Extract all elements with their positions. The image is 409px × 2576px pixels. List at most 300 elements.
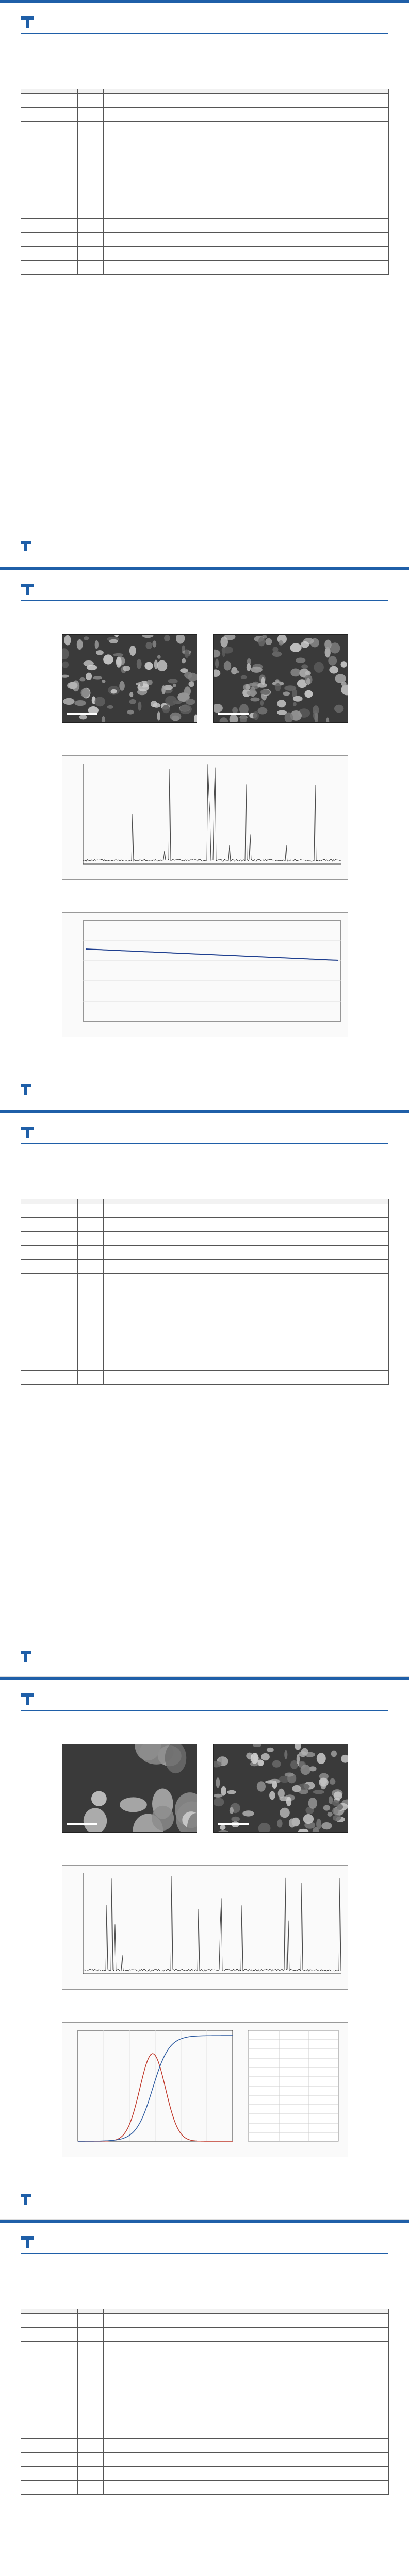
table-row	[21, 2342, 389, 2355]
header-method	[160, 89, 315, 94]
cell-standard	[104, 1343, 160, 1357]
cell-standard	[104, 2383, 160, 2397]
table-row	[21, 2314, 389, 2328]
note-line	[21, 1558, 388, 1570]
diffraction-trace	[62, 1866, 348, 1989]
cell-method	[160, 2439, 315, 2453]
cell-reference	[315, 1204, 389, 1218]
header-rule	[21, 600, 388, 601]
spec-table	[21, 1199, 389, 1385]
accent-bar	[0, 0, 409, 3]
accent-bar	[0, 1677, 409, 1680]
cell-method	[160, 94, 315, 108]
spec-table-body	[21, 1204, 389, 1385]
note-line	[21, 460, 388, 471]
cell-sub	[78, 1246, 104, 1260]
table-row	[21, 94, 389, 108]
cell-sub	[78, 2397, 104, 2411]
cell-reference	[315, 205, 389, 219]
cell-method	[160, 205, 315, 219]
table-row	[21, 1343, 389, 1357]
cell-standard	[104, 1274, 160, 1287]
cell-standard	[104, 2342, 160, 2355]
cell-standard	[104, 1260, 160, 1274]
cell-method	[160, 1371, 315, 1385]
note-line	[21, 1502, 388, 1513]
cell-standard	[104, 191, 160, 205]
header-standard	[104, 2309, 160, 2314]
table-header-row	[21, 89, 389, 94]
cell-item	[21, 1357, 78, 1371]
cell-method	[160, 177, 315, 191]
cell-item	[21, 2355, 78, 2369]
note-line	[21, 1524, 388, 1536]
cell-reference	[315, 2369, 389, 2383]
cell-method	[160, 191, 315, 205]
cell-method	[160, 135, 315, 149]
note-line	[21, 1536, 388, 1547]
sem-image	[62, 634, 197, 723]
cell-reference	[315, 135, 389, 149]
cell-standard	[104, 1329, 160, 1343]
table-row	[21, 1232, 389, 1246]
accent-bar	[0, 1110, 409, 1113]
xrd-pattern	[62, 1865, 348, 1990]
header-item	[21, 2309, 78, 2314]
cell-sub	[78, 108, 104, 122]
cell-method	[160, 1232, 315, 1246]
cell-item	[21, 1301, 78, 1315]
table-row	[21, 1371, 389, 1385]
cell-sub	[78, 2383, 104, 2397]
cell-item	[21, 2383, 78, 2397]
cell-reference	[315, 1218, 389, 1232]
accent-bar	[0, 567, 409, 570]
psd-chart	[62, 2022, 348, 2157]
page-footer	[21, 1084, 388, 1100]
cell-item	[21, 1371, 78, 1385]
note-line	[21, 1513, 388, 1524]
cell-item	[21, 247, 78, 261]
note-line	[21, 448, 388, 460]
cell-reference	[315, 177, 389, 191]
notes-block	[21, 1502, 388, 1592]
header-reference	[315, 1199, 389, 1204]
cell-sub	[78, 1218, 104, 1232]
page-footer	[21, 1651, 388, 1667]
cell-standard	[104, 2453, 160, 2467]
cell-item	[21, 135, 78, 149]
cell-item	[21, 1315, 78, 1329]
cell-method	[160, 2467, 315, 2481]
cell-sub	[78, 1315, 104, 1329]
cell-standard	[104, 94, 160, 108]
spec-table-body	[21, 94, 389, 275]
table-header-row	[21, 1199, 389, 1204]
cell-item	[21, 233, 78, 247]
cell-reference	[315, 2467, 389, 2481]
cell-item	[21, 108, 78, 122]
cell-item	[21, 191, 78, 205]
cell-sub	[78, 247, 104, 261]
table-row	[21, 2439, 389, 2453]
cell-item	[21, 2397, 78, 2411]
footer-logo-icon	[21, 541, 31, 551]
cell-standard	[104, 135, 160, 149]
cell-standard	[104, 2355, 160, 2369]
cell-sub	[78, 1301, 104, 1315]
table-row	[21, 247, 389, 261]
cell-method	[160, 261, 315, 275]
brand-header	[21, 15, 388, 31]
cell-sub	[78, 2355, 104, 2369]
cell-item	[21, 1274, 78, 1287]
cell-sub	[78, 1287, 104, 1301]
cell-sub	[78, 2439, 104, 2453]
cell-standard	[104, 1287, 160, 1301]
cell-method	[160, 1287, 315, 1301]
cell-method	[160, 163, 315, 177]
note-line	[21, 437, 388, 448]
cell-method	[160, 1357, 315, 1371]
cell-sub	[78, 1357, 104, 1371]
cell-reference	[315, 149, 389, 163]
cell-sub	[78, 2411, 104, 2425]
table-row	[21, 149, 389, 163]
table-row	[21, 2369, 389, 2383]
cell-standard	[104, 1357, 160, 1371]
cell-sub	[78, 2342, 104, 2355]
table-row	[21, 1329, 389, 1343]
cell-standard	[104, 163, 160, 177]
cell-standard	[104, 177, 160, 191]
spec-page-1	[0, 0, 409, 567]
cell-item	[21, 2411, 78, 2425]
cell-sub	[78, 2425, 104, 2439]
header-reference	[315, 2309, 389, 2314]
table-row	[21, 1301, 389, 1315]
cell-reference	[315, 1371, 389, 1385]
cell-reference	[315, 1301, 389, 1315]
cell-item	[21, 2425, 78, 2439]
table-row	[21, 2383, 389, 2397]
cell-sub	[78, 191, 104, 205]
cell-item	[21, 2467, 78, 2481]
cell-item	[21, 1329, 78, 1343]
cell-standard	[104, 1232, 160, 1246]
header-item	[21, 89, 78, 94]
sem-image	[213, 634, 348, 723]
cell-reference	[315, 1246, 389, 1260]
cell-item	[21, 94, 78, 108]
brand-logo-icon	[21, 2236, 34, 2248]
cell-method	[160, 2425, 315, 2439]
cell-method	[160, 1218, 315, 1232]
cell-standard	[104, 149, 160, 163]
cell-reference	[315, 2342, 389, 2355]
cell-item	[21, 2342, 78, 2355]
cell-reference	[315, 1287, 389, 1301]
cell-sub	[78, 2481, 104, 2495]
sem-image	[213, 1744, 348, 1833]
brand-logo-icon	[21, 584, 34, 595]
cell-standard	[104, 233, 160, 247]
cell-reference	[315, 2355, 389, 2369]
cell-method	[160, 1274, 315, 1287]
cell-sub	[78, 177, 104, 191]
cell-sub	[78, 1371, 104, 1385]
sem-image	[62, 1744, 197, 1833]
cell-standard	[104, 2328, 160, 2342]
cell-sub	[78, 2453, 104, 2467]
cell-reference	[315, 1343, 389, 1357]
cell-sub	[78, 2314, 104, 2328]
cell-standard	[104, 205, 160, 219]
cell-reference	[315, 2481, 389, 2495]
cell-reference	[315, 1232, 389, 1246]
cell-item	[21, 2314, 78, 2328]
cell-reference	[315, 2383, 389, 2397]
table-row	[21, 2397, 389, 2411]
cell-sub	[78, 205, 104, 219]
table-row	[21, 2355, 389, 2369]
header-item	[21, 1199, 78, 1204]
cell-sub	[78, 233, 104, 247]
cell-method	[160, 149, 315, 163]
cell-item	[21, 177, 78, 191]
cell-item	[21, 163, 78, 177]
brand-header	[21, 583, 388, 598]
note-line	[21, 1547, 388, 1558]
cell-standard	[104, 1371, 160, 1385]
cell-standard	[104, 1315, 160, 1329]
table-row	[21, 163, 389, 177]
cell-reference	[315, 191, 389, 205]
cell-item	[21, 122, 78, 135]
cell-reference	[315, 94, 389, 108]
note-line	[21, 1581, 388, 1592]
footer-logo-icon	[21, 1084, 31, 1095]
cell-standard	[104, 2369, 160, 2383]
table-row	[21, 1287, 389, 1301]
cell-sub	[78, 1329, 104, 1343]
table-row	[21, 2453, 389, 2467]
cycle-curve	[62, 912, 348, 1037]
cell-reference	[315, 1329, 389, 1343]
cell-standard	[104, 1204, 160, 1218]
cell-method	[160, 122, 315, 135]
cell-method	[160, 1329, 315, 1343]
cell-sub	[78, 1204, 104, 1218]
cell-item	[21, 1260, 78, 1274]
table-row	[21, 1246, 389, 1260]
micrograph-texture	[214, 635, 348, 722]
note-line	[21, 471, 388, 482]
cell-method	[160, 1260, 315, 1274]
cell-method	[160, 1301, 315, 1315]
cell-sub	[78, 1232, 104, 1246]
header-rule	[21, 33, 388, 34]
cell-sub	[78, 219, 104, 233]
header-method	[160, 2309, 315, 2314]
header-standard	[104, 1199, 160, 1204]
cell-standard	[104, 2314, 160, 2328]
cell-item	[21, 1204, 78, 1218]
table-row	[21, 2467, 389, 2481]
cell-item	[21, 1218, 78, 1232]
table-row	[21, 219, 389, 233]
header-rule	[21, 2253, 388, 2254]
spec-table	[21, 89, 389, 275]
table-row	[21, 177, 389, 191]
cell-reference	[315, 2411, 389, 2425]
cell-standard	[104, 2481, 160, 2495]
cell-standard	[104, 1246, 160, 1260]
cell-sub	[78, 2369, 104, 2383]
cell-method	[160, 1204, 315, 1218]
table-header-row	[21, 2309, 389, 2314]
note-line	[21, 1570, 388, 1581]
table-row	[21, 1204, 389, 1218]
cell-reference	[315, 247, 389, 261]
cell-method	[160, 1315, 315, 1329]
micrograph-texture	[62, 1744, 197, 1832]
cell-item	[21, 205, 78, 219]
spec-page-3	[0, 2219, 409, 2576]
cell-standard	[104, 247, 160, 261]
cell-method	[160, 1246, 315, 1260]
table-row	[21, 205, 389, 219]
micrograph-texture	[214, 1744, 348, 1832]
note-line	[21, 392, 388, 403]
cell-sub	[78, 1274, 104, 1287]
cell-standard	[104, 2397, 160, 2411]
cell-method	[160, 2397, 315, 2411]
cell-item	[21, 261, 78, 275]
cell-item	[21, 2481, 78, 2495]
table-row	[21, 135, 389, 149]
cell-item	[21, 2369, 78, 2383]
cell-reference	[315, 219, 389, 233]
notes-block	[21, 392, 388, 482]
brand-header	[21, 1126, 388, 1141]
accent-bar	[0, 2220, 409, 2223]
header-method	[160, 1199, 315, 1204]
cell-method	[160, 2314, 315, 2328]
cell-item	[21, 149, 78, 163]
note-line	[21, 403, 388, 414]
cell-method	[160, 219, 315, 233]
diffraction-trace	[62, 756, 348, 879]
table-row	[21, 1274, 389, 1287]
cell-reference	[315, 2425, 389, 2439]
table-row	[21, 122, 389, 135]
cell-sub	[78, 122, 104, 135]
cell-reference	[315, 1315, 389, 1329]
note-line	[21, 414, 388, 426]
distribution-trace	[62, 2023, 348, 2157]
table-row	[21, 108, 389, 122]
cell-reference	[315, 2397, 389, 2411]
header-sub	[78, 1199, 104, 1204]
cell-sub	[78, 163, 104, 177]
cell-reference	[315, 163, 389, 177]
header-standard	[104, 89, 160, 94]
cell-reference	[315, 1260, 389, 1274]
header-reference	[315, 89, 389, 94]
spec-page-2	[0, 1110, 409, 1676]
brand-header	[21, 1692, 388, 1708]
cell-reference	[315, 108, 389, 122]
cell-method	[160, 233, 315, 247]
cell-reference	[315, 1357, 389, 1371]
cell-method	[160, 1343, 315, 1357]
cell-standard	[104, 1301, 160, 1315]
micrograph-texture	[62, 635, 197, 722]
cell-method	[160, 2355, 315, 2369]
cell-method	[160, 247, 315, 261]
cell-method	[160, 2453, 315, 2467]
note-line	[21, 426, 388, 437]
cell-method	[160, 2383, 315, 2397]
brand-logo-icon	[21, 1127, 34, 1138]
cell-method	[160, 2369, 315, 2383]
cell-sub	[78, 1260, 104, 1274]
spec-table-body	[21, 2314, 389, 2495]
cell-standard	[104, 2411, 160, 2425]
table-row	[21, 261, 389, 275]
cell-method	[160, 108, 315, 122]
footer-logo-icon	[21, 2194, 31, 2205]
cell-standard	[104, 122, 160, 135]
cell-standard	[104, 219, 160, 233]
cell-reference	[315, 1274, 389, 1287]
cell-standard	[104, 2425, 160, 2439]
cell-reference	[315, 2439, 389, 2453]
cell-method	[160, 2328, 315, 2342]
cell-reference	[315, 233, 389, 247]
page-footer	[21, 541, 388, 556]
table-row	[21, 1357, 389, 1371]
table-row	[21, 2328, 389, 2342]
spec-table	[21, 2309, 389, 2495]
brand-header	[21, 2235, 388, 2251]
cell-sub	[78, 261, 104, 275]
cell-sub	[78, 149, 104, 163]
cycle-trace	[62, 913, 348, 1037]
cell-item	[21, 1343, 78, 1357]
table-row	[21, 2411, 389, 2425]
cell-standard	[104, 2467, 160, 2481]
table-row	[21, 1260, 389, 1274]
header-sub	[78, 89, 104, 94]
header-sub	[78, 2309, 104, 2314]
cell-sub	[78, 135, 104, 149]
header-rule	[21, 1143, 388, 1144]
cell-method	[160, 2411, 315, 2425]
cell-standard	[104, 261, 160, 275]
cell-sub	[78, 1343, 104, 1357]
cell-method	[160, 2342, 315, 2355]
cell-standard	[104, 108, 160, 122]
table-row	[21, 2481, 389, 2495]
brand-logo-icon	[21, 16, 34, 28]
cell-standard	[104, 2439, 160, 2453]
cell-item	[21, 2328, 78, 2342]
cell-item	[21, 2453, 78, 2467]
figures-page-1	[0, 567, 409, 1110]
cell-reference	[315, 261, 389, 275]
